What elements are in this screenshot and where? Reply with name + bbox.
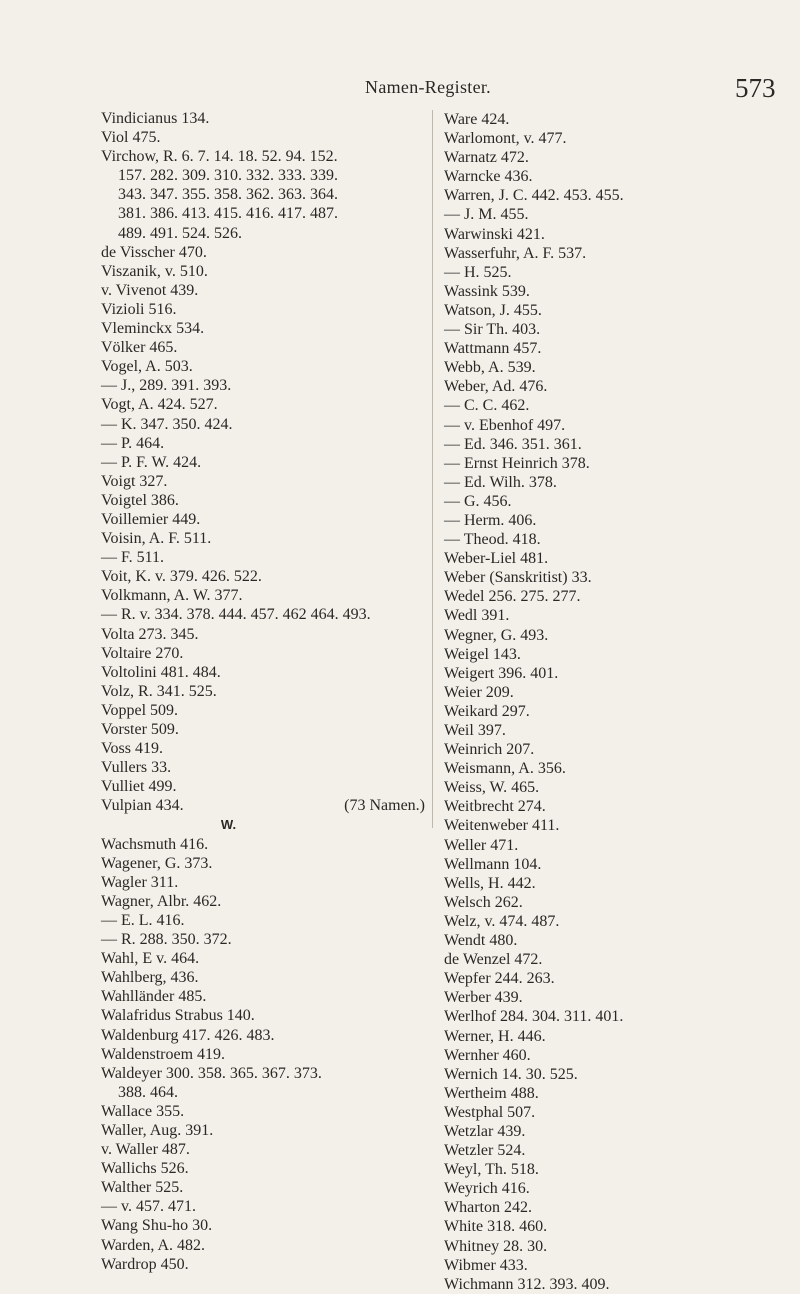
index-entry: — Sir Th. 403. [444,321,541,339]
index-entry: Weigel 143. [444,645,521,663]
index-section-v [101,109,426,796]
index-column-left [101,109,426,1274]
index-entry: Wetzler 524. [444,1142,526,1160]
index-entry: Weier 209. [444,683,514,701]
index-entry: Wedel 256. 275. 277. [444,588,581,606]
index-entry-text: Vulpian 434. [101,797,184,815]
index-entry: Viszanik, v. 510. [101,262,208,280]
index-entry: Walther 525. [101,1179,184,1197]
index-column-right [432,110,800,1293]
index-entry: Wahlberg, 436. [101,969,199,987]
index-entry: Vullers 33. [101,759,172,777]
index-entry: Weiss, W. 465. [444,779,540,797]
index-entry: Völker 465. [101,339,178,357]
index-entry: Weitbrecht 274. [444,798,546,816]
index-entry: Wepfer 244. 263. [444,970,555,988]
index-entry: Vulliet 499. [101,778,177,796]
index-entry-continuation: 157. 282. 309. 310. 332. 333. 339. [118,167,338,185]
index-entry: Viol 475. [101,129,161,147]
index-entry: Whitney 28. 30. [444,1237,548,1255]
index-entry: Weber-Liel 481. [444,550,549,568]
index-entry: de Wenzel 472. [444,951,543,969]
section-heading-w: W. [220,817,237,833]
index-entry: Vogt, A. 424. 527. [101,396,218,414]
running-header-title: Namen-Register. [365,77,491,97]
index-entry: — R. v. 334. 378. 444. 457. 462 464. 493. [101,606,371,624]
index-entry: — C. C. 462. [444,397,530,415]
index-entry: Wernher 460. [444,1046,531,1064]
index-entry: — E. L. 416. [101,911,185,929]
index-entry: — F. 511. [101,549,165,567]
index-entry: Welz, v. 474. 487. [444,912,560,930]
index-entry: Wardrop 450. [101,1255,189,1273]
index-entry: Voltolini 481. 484. [101,663,221,681]
index-entry: — R. 288. 350. 372. [101,931,232,949]
index-entry: Voltaire 270. [101,644,184,662]
index-entry: Volta 273. 345. [101,625,199,643]
index-entry: — v. 457. 471. [101,1198,196,1216]
index-entry: Wendt 480. [444,932,518,950]
index-entry: Virchow, R. 6. 7. 14. 18. 52. 94. 152. [101,148,338,166]
index-entry: Warren, J. C. 442. 453. 455. [444,187,624,205]
index-entry: Weigert 396. 401. [444,664,559,682]
index-entry-continuation: 489. 491. 524. 526. [118,224,242,242]
index-entry-continuation: 381. 386. 413. 415. 416. 417. 487. [118,205,338,223]
index-entry: Waldeyer 300. 358. 365. 367. 373. [101,1064,322,1082]
index-entry: — J., 289. 391. 393. [101,377,232,395]
index-entry: Weller 471. [444,836,519,854]
index-entry: Wibmer 433. [444,1256,528,1274]
index-entry: Vleminckx 534. [101,320,205,338]
index-entry: Wichmann 312. 393. 409. [444,1275,610,1293]
index-entry: — H. 525. [444,263,512,281]
index-entry: Wallichs 526. [101,1160,189,1178]
index-entry: — J. M. 455. [444,206,529,224]
index-entry: v. Vivenot 439. [101,281,199,299]
index-entry: Wang Shu-ho 30. [101,1217,213,1235]
index-entry: Voillemier 449. [101,510,201,528]
index-entry: Wattmann 457. [444,340,542,358]
index-entry: Weil 397. [444,722,506,739]
index-entry: Voigtel 386. [101,491,179,509]
index-entry: Wagener, G. 373. [101,854,213,872]
index-entry: Wassink 539. [444,282,530,300]
index-entry: Wagler 311. [101,873,179,891]
index-entry: Welsch 262. [444,893,523,911]
index-entry: — Herm. 406. [444,511,537,529]
index-entry: Werner, H. 446. [444,1027,546,1045]
index-entry: v. Waller 487. [101,1141,190,1159]
index-entry: Vorster 509. [101,721,179,738]
index-entry: — Ed. 346. 351. 361. [444,435,582,453]
index-entry: Walafridus Strabus 140. [101,1007,255,1025]
index-entry: Watson, J. 455. [444,301,542,319]
index-entry: Wharton 242. [444,1199,532,1217]
index-entry: Warnatz 472. [444,149,529,167]
index-entry: Volkmann, A. W. 377. [101,587,243,605]
index-entry: Wertheim 488. [444,1084,539,1102]
name-count: (73 Namen.) [344,797,425,815]
index-section-w-continued [444,110,800,1294]
index-entry: — v. Ebenhof 497. [444,416,566,434]
index-entry-continuation: 343. 347. 355. 358. 362. 363. 364. [118,186,338,204]
index-entry: Waldenstroem 419. [101,1045,226,1063]
page-number: 573 [735,73,776,103]
index-entry: Werlhof 284. 304. 311. 401. [444,1008,624,1026]
index-entry: Warwinski 421. [444,225,545,243]
index-entry: Weyrich 416. [444,1180,530,1198]
index-entry: Voigt 327. [101,472,168,490]
index-entry: Wedl 391. [444,607,510,625]
index-entry: Waller, Aug. 391. [101,1121,214,1139]
index-entry: Westphal 507. [444,1103,536,1121]
index-entry: — P. F. W. 424. [101,453,202,471]
index-entry-continuation: 388. 464. [118,1083,178,1101]
index-entry: Wahl, E v. 464. [101,950,200,968]
index-entry: — K. 347. 350. 424. [101,415,233,433]
index-entry: Weikard 297. [444,702,530,720]
index-entry [101,796,426,815]
index-entry: — Ed. Wilh. 378. [444,473,557,491]
index-entry: — P. 464. [101,434,165,452]
index-entry: Webb, A. 539. [444,359,536,377]
index-entry: Warlomont, v. 477. [444,130,567,148]
index-entry: Wernich 14. 30. 525. [444,1065,578,1083]
index-entry: Wallace 355. [101,1102,185,1120]
index-entry: Weyl, Th. 518. [444,1161,539,1179]
index-entry: Wagner, Albr. 462. [101,892,222,910]
index-entry: de Visscher 470. [101,243,207,261]
index-entry: Voisin, A. F. 511. [101,530,212,548]
index-entry: Weismann, A. 356. [444,760,566,778]
index-entry: Wetzlar 439. [444,1122,526,1140]
index-entry: Volz, R. 341. 525. [101,682,217,700]
index-entry: Voss 419. [101,740,163,758]
index-entry: White 318. 460. [444,1218,548,1236]
index-entry: — Theod. 418. [444,531,541,549]
index-entry: Weitenweber 411. [444,817,560,835]
index-entry: Wahlländer 485. [101,988,207,1006]
index-entry: — G. 456. [444,492,512,510]
index-entry: Werber 439. [444,989,523,1007]
index-entry: Wellmann 104. [444,855,542,873]
index-entry: Vindicianus 134. [101,110,210,127]
index-entry: Weinrich 207. [444,741,535,759]
index-entry: Weber, Ad. 476. [444,378,548,396]
index-entry: Wasserfuhr, A. F. 537. [444,244,587,262]
index-entry: Vogel, A. 503. [101,358,193,376]
index-entry: Waldenburg 417. 426. 483. [101,1026,275,1044]
index-section-w [101,835,426,1274]
index-entry: Wells, H. 442. [444,874,536,892]
index-entry: — Ernst Heinrich 378. [444,454,590,472]
index-entry: Wachsmuth 416. [101,835,209,853]
index-entry: Ware 424. [444,111,510,128]
index-entry: Voit, K. v. 379. 426. 522. [101,568,262,586]
index-entry: Warncke 436. [444,168,533,186]
index-entry: Wegner, G. 493. [444,626,549,644]
index-entry: Weber (Sanskritist) 33. [444,569,592,587]
index-entry: Vizioli 516. [101,300,177,318]
index-entry: Voppel 509. [101,701,179,719]
index-entry: Warden, A. 482. [101,1236,206,1254]
